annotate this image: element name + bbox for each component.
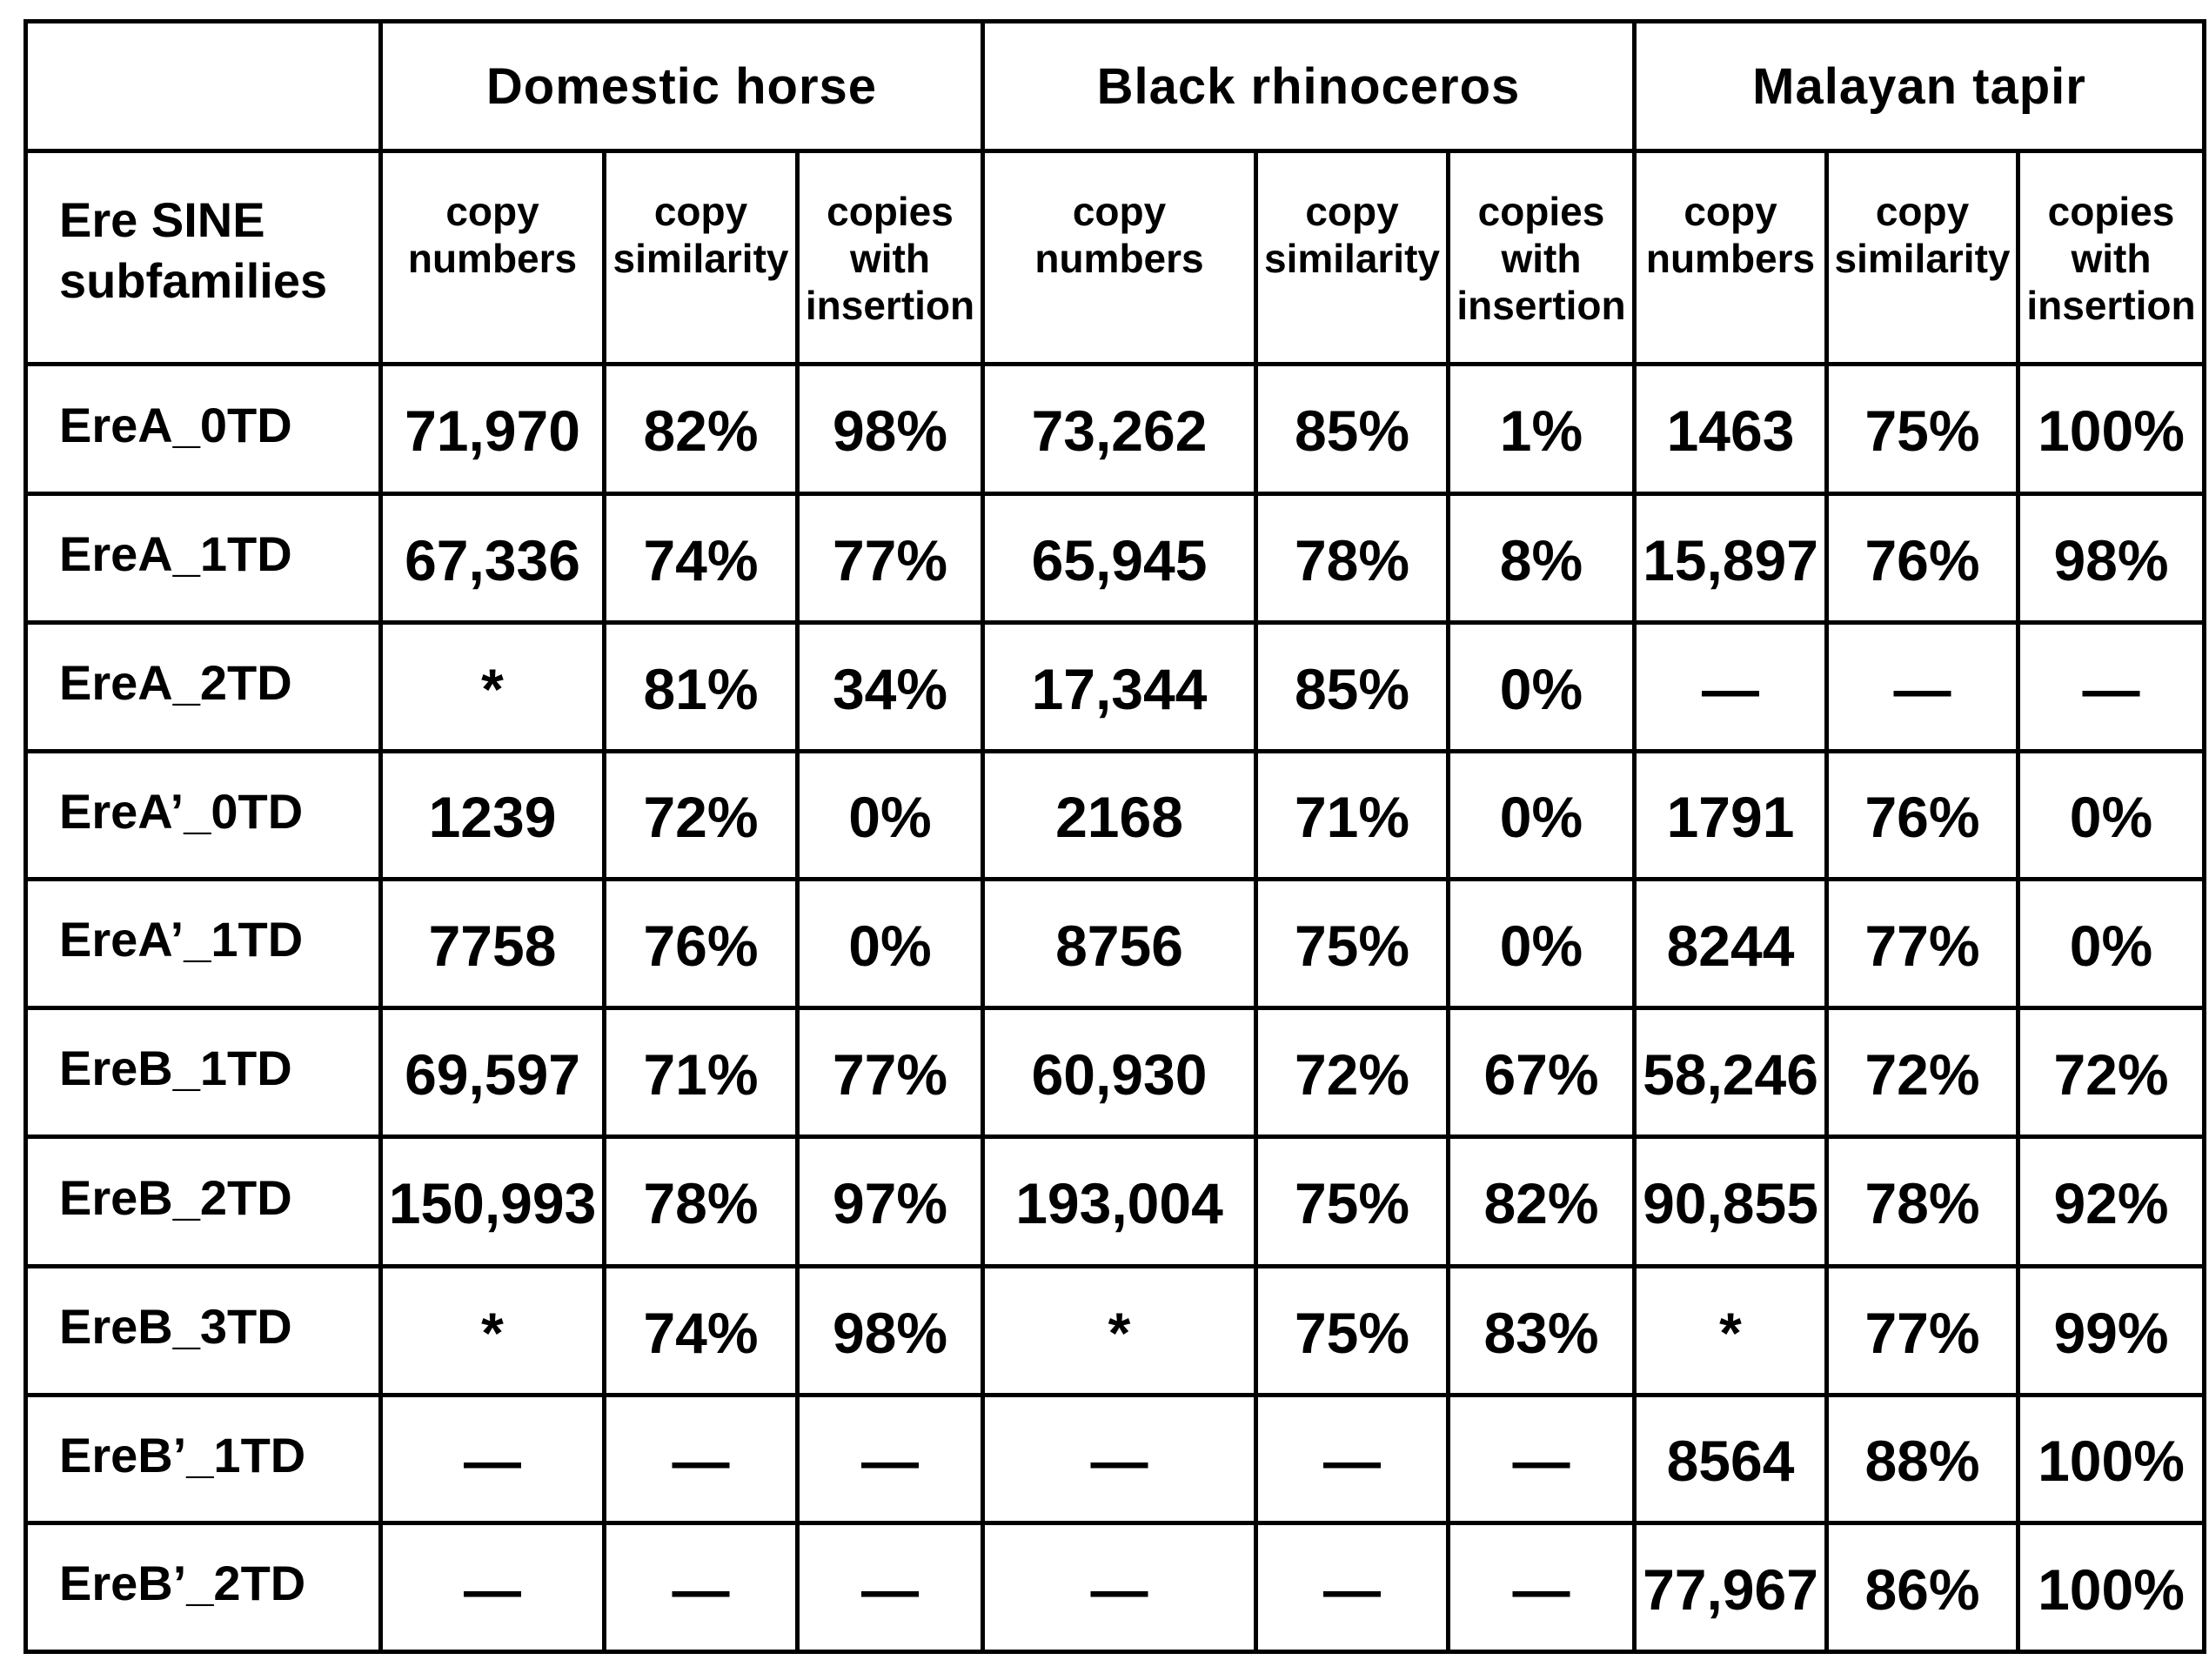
subheader-line: copy <box>1305 189 1399 234</box>
table-cell: 100% <box>2018 1523 2205 1652</box>
table-cell: 82% <box>1449 1137 1635 1267</box>
species-header-black-rhinoceros: Black rhinoceros <box>983 22 1635 151</box>
table-cell: 77% <box>798 494 983 623</box>
subheader-line: insertion <box>2026 283 2196 328</box>
subheader-line: numbers <box>407 236 578 281</box>
subheader-copy-numbers <box>983 151 1256 365</box>
subheader-copies-with-insertion <box>1449 151 1635 365</box>
table-cell: — <box>798 1396 983 1523</box>
table-cell: 90,855 <box>1635 1137 1827 1267</box>
table-cell: 75% <box>1256 1267 1449 1396</box>
table-cell: 15,897 <box>1635 494 1827 623</box>
species-header-domestic-horse: Domestic horse <box>381 22 983 151</box>
subheader-copy-similarity <box>1256 151 1449 365</box>
table-cell: — <box>1635 623 1827 752</box>
table-cell: — <box>798 1523 983 1652</box>
row-label: EreA_2TD <box>26 623 381 752</box>
subcolumn-header-row <box>26 151 2205 365</box>
table-cell: 1% <box>1449 365 1635 494</box>
table-cell: — <box>381 1523 605 1652</box>
table-cell: — <box>1449 1396 1635 1523</box>
table-cell: * <box>381 623 605 752</box>
table-cell: 100% <box>2018 365 2205 494</box>
subheader-copies-with-insertion <box>798 151 983 365</box>
row-label: EreB_3TD <box>26 1267 381 1396</box>
table-cell: 77% <box>798 1008 983 1137</box>
table-cell: 76% <box>605 880 798 1008</box>
table-cell: 77% <box>1827 880 2018 1008</box>
table-cell: 7758 <box>381 880 605 1008</box>
subheader-line: copy <box>445 189 539 234</box>
table-cell: 72% <box>1256 1008 1449 1137</box>
table-cell: — <box>1827 623 2018 752</box>
table-cell: 8756 <box>983 880 1256 1008</box>
subheader-line: with <box>1501 236 1582 281</box>
table-row <box>26 623 2205 752</box>
table-cell: 0% <box>798 752 983 880</box>
table-cell: 1791 <box>1635 752 1827 880</box>
table-cell: 72% <box>2018 1008 2205 1137</box>
table-cell: * <box>381 1267 605 1396</box>
subheader-line: insertion <box>805 283 975 328</box>
table-cell: 75% <box>1256 880 1449 1008</box>
table-cell: 67,336 <box>381 494 605 623</box>
row-label-header: Ere SINE subfamilies <box>26 151 381 365</box>
subheader-copies-with-insertion <box>2018 151 2205 365</box>
table-cell: 78% <box>605 1137 798 1267</box>
subheader-line: numbers <box>1034 236 1204 281</box>
table-cell: 85% <box>1256 623 1449 752</box>
table-cell: 60,930 <box>983 1008 1256 1137</box>
row-label: EreA’_0TD <box>26 752 381 880</box>
table-cell: 8564 <box>1635 1396 1827 1523</box>
table-cell: 71% <box>1256 752 1449 880</box>
table-cell: 17,344 <box>983 623 1256 752</box>
table-cell: 73,262 <box>983 365 1256 494</box>
table-cell: 88% <box>1827 1396 2018 1523</box>
table-cell: 74% <box>605 494 798 623</box>
table-cell: 75% <box>1256 1137 1449 1267</box>
table-cell: 0% <box>1449 752 1635 880</box>
ere-sine-table <box>23 19 2206 1654</box>
table-row <box>26 1396 2205 1523</box>
table-row <box>26 880 2205 1008</box>
table-cell: 2168 <box>983 752 1256 880</box>
table-row <box>26 1137 2205 1267</box>
subheader-line: insertion <box>1456 283 1626 328</box>
table-cell: 71,970 <box>381 365 605 494</box>
table-cell: 77,967 <box>1635 1523 1827 1652</box>
subheader-line: copies <box>827 189 954 234</box>
species-header-row <box>26 22 2205 151</box>
table-cell: 99% <box>2018 1267 2205 1396</box>
row-label: EreB_2TD <box>26 1137 381 1267</box>
table-cell: 81% <box>605 623 798 752</box>
table-cell: 77% <box>1827 1267 2018 1396</box>
subheader-line: copy <box>653 189 748 234</box>
subheader-line: similarity <box>1264 236 1440 281</box>
table-cell: * <box>1635 1267 1827 1396</box>
subheader-line: similarity <box>612 236 789 281</box>
species-header-malayan-tapir: Malayan tapir <box>1635 22 2205 151</box>
table-cell: 75% <box>1827 365 2018 494</box>
table-cell: 8% <box>1449 494 1635 623</box>
table-cell: 65,945 <box>983 494 1256 623</box>
table-cell: 71% <box>605 1008 798 1137</box>
subheader-copy-similarity <box>605 151 798 365</box>
table-row <box>26 1523 2205 1652</box>
table-cell: 1239 <box>381 752 605 880</box>
table-cell: — <box>605 1523 798 1652</box>
row-label: EreA_0TD <box>26 365 381 494</box>
table-cell: — <box>1256 1396 1449 1523</box>
table-cell: 193,004 <box>983 1137 1256 1267</box>
subheader-copy-numbers <box>381 151 605 365</box>
table-row <box>26 494 2205 623</box>
subheader-line: copy <box>1072 189 1167 234</box>
table-cell: 83% <box>1449 1267 1635 1396</box>
table-cell: 78% <box>1256 494 1449 623</box>
table-cell: 85% <box>1256 365 1449 494</box>
table-cell: 0% <box>1449 880 1635 1008</box>
table-cell: — <box>2018 623 2205 752</box>
table-cell: 58,246 <box>1635 1008 1827 1137</box>
table-cell: 69,597 <box>381 1008 605 1137</box>
row-label: EreA’_1TD <box>26 880 381 1008</box>
subheader-line: with <box>850 236 930 281</box>
subheader-line: copies <box>1477 189 1605 234</box>
table-cell: 82% <box>605 365 798 494</box>
table-cell: 92% <box>2018 1137 2205 1267</box>
table-cell: — <box>605 1396 798 1523</box>
table-cell: 98% <box>2018 494 2205 623</box>
subheader-line: numbers <box>1645 236 1816 281</box>
table-cell: 0% <box>1449 623 1635 752</box>
table-cell: 76% <box>1827 494 2018 623</box>
table-cell: 34% <box>798 623 983 752</box>
table-cell: 72% <box>605 752 798 880</box>
table-cell: * <box>983 1267 1256 1396</box>
table-cell: 100% <box>2018 1396 2205 1523</box>
table-cell: 0% <box>2018 880 2205 1008</box>
table-cell: 150,993 <box>381 1137 605 1267</box>
table-cell: 72% <box>1827 1008 2018 1137</box>
table-cell: 78% <box>1827 1137 2018 1267</box>
table-row <box>26 1008 2205 1137</box>
table-cell: 1463 <box>1635 365 1827 494</box>
table-cell: 98% <box>798 365 983 494</box>
table-cell: 74% <box>605 1267 798 1396</box>
table-cell: 8244 <box>1635 880 1827 1008</box>
table-cell: — <box>381 1396 605 1523</box>
subheader-line: copy <box>1684 189 1777 234</box>
corner-empty-cell <box>26 22 381 151</box>
subheader-line: with <box>2071 236 2152 281</box>
subheader-line: copies <box>2047 189 2175 234</box>
table-cell: 97% <box>798 1137 983 1267</box>
table-cell: 67% <box>1449 1008 1635 1137</box>
subheader-copy-numbers <box>1635 151 1827 365</box>
subheader-copy-similarity <box>1827 151 2018 365</box>
subheader-line: similarity <box>1834 236 2011 281</box>
table-cell: — <box>983 1396 1256 1523</box>
table-cell: 76% <box>1827 752 2018 880</box>
table-cell: 86% <box>1827 1523 2018 1652</box>
table-cell: — <box>1256 1523 1449 1652</box>
table-cell: — <box>1449 1523 1635 1652</box>
row-label: EreB_1TD <box>26 1008 381 1137</box>
table-row <box>26 752 2205 880</box>
table-row <box>26 365 2205 494</box>
table-cell: 0% <box>2018 752 2205 880</box>
row-label: EreB’_1TD <box>26 1396 381 1523</box>
table-row <box>26 1267 2205 1396</box>
table-cell: 98% <box>798 1267 983 1396</box>
row-label: EreB’_2TD <box>26 1523 381 1652</box>
row-label: EreA_1TD <box>26 494 381 623</box>
table-cell: 0% <box>798 880 983 1008</box>
subheader-line: copy <box>1875 189 1970 234</box>
table-cell: — <box>983 1523 1256 1652</box>
